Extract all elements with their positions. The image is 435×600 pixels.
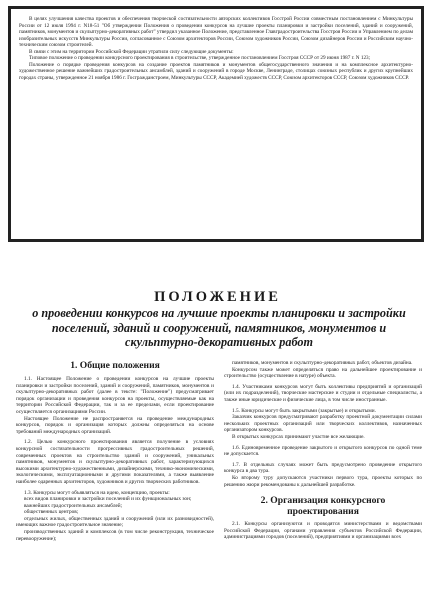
- document-title: ПОЛОЖЕНИЕ: [154, 289, 281, 305]
- body-paragraph: 1.1. Настоящее Положение о проведении конкурсов на лучшие проекты планировки и застройки поселений, зданий и сооружений, памятников, монументов и скульптурно-декоративных работ (далее в тексте: "Положение") предусматривает порядок организации и проведения конкурсов на проекты, осуществляемые как на территории Российской Федерации, так и за ее пределами, если проектирование осуществляется организациями России.: [16, 376, 214, 415]
- body-paragraph: 1.4. Участниками конкурсов могут быть коллективы предприятий и организаций (или их подразделений), творческие мастерские и студии и отдельные специалисты, а также иные юридические и физические лица, в том числе иностранные.: [224, 383, 422, 403]
- body-paragraph: Конкурсом также может определяться право на дальнейшее проектирование и строительство (осуществление в натуре) объекта.: [224, 366, 422, 380]
- body-paragraph: общественных центров;: [24, 509, 79, 516]
- intro-paragraph: В связи с этим на территории Российской Федерации утратили силу следующие документы:: [29, 48, 234, 55]
- intro-paragraph: Положение о порядке проведения конкурсов на создание проектов памятников и монументов общегосударственного значения и на комплексное архитектурно-художественное решение важнейших градостроительных ансамблей, зданий и сооружений в городе Москве, Ленинграде, столицах союзных республик и других крупнейших городах страны, утвержденное 21 ноября 1986 г. Госгражданстроем, Минкультуры СССР, Академией художеств СССР, Союзом архитекторов СССР, Союзом художников СССР.: [19, 61, 413, 81]
- section-title: 1. Общие положения: [70, 360, 160, 371]
- body-paragraph: В открытых конкурсах принимают участие все желающие.: [232, 433, 365, 440]
- section-title: 2. Организация конкурсного проектирования: [260, 495, 386, 517]
- left-column: [16, 360, 214, 542]
- intro-paragraph: Типовое положение о проведении конкурсного проектирования в строительстве, утвержденное постановлением Госстроя СССР от 29 июня 1987 г. N 123;: [29, 55, 371, 62]
- document-subtitle: о проведении конкурсов на лучшие проекты планировки и застройки поселений, зданий и сооружений, памятников, монументов и скульптурно-декоративных работ: [32, 306, 406, 350]
- intro-notice-box: [8, 6, 424, 242]
- body-paragraph: Ко второму туру допускаются участники первого тура, проекты которых по решению жюри рекомендованы к дальнейшей разработке.: [224, 474, 422, 488]
- right-column: [224, 360, 422, 541]
- body-paragraph: 1.3. Конкурсы могут объявляться на идею, концепцию, проекты:: [24, 489, 170, 496]
- body-paragraph: отдельных жилых, общественных зданий и сооружений (или их разновидностей), имеющих важное градостроительное значение;: [16, 515, 214, 529]
- body-paragraph: Заказчик конкурсов предусматривают разработку проектной документации силами нескольких проектных организаций или творческих коллективов, назначенных организатором конкурсов.: [224, 414, 422, 434]
- body-paragraph: Настоящее Положение не распространяется на проведение международных конкурсов, порядок и организация которых должны определяться на основе требований международных организаций.: [16, 415, 214, 435]
- body-paragraph: памятников, монументов и скульптурно-декоративных работ, объектов дизайна.: [232, 360, 413, 366]
- body-paragraph: 2.1. Конкурсы организуются и проводятся министерствами и ведомствами Российской Федерации, органами управления субъектов Российской Федерации, администрациями городов (поселений), предприятиями и организациями всех: [224, 521, 422, 541]
- body-paragraph: всех видов планировки и застройки поселений и их функциональных зон;: [24, 496, 192, 503]
- body-paragraph: 1.2. Целью конкурсного проектирования является получение в условиях конкурсной состязательности прогрессивных градостроительных решений, современных проектов на строительство зданий и сооружений, уникальных памятников, монументов и скульптурно-декоративных работ, характеризующихся высокими архитектурно-художественными, дизайнерскими, технико-экономическими, экологическими, эксплуатационными и другими показателями, а также выявление наиболее одаренных архитекторов, художников и других творческих работников.: [16, 439, 214, 485]
- intro-paragraph: В целях улучшения качества проектов и обеспечения творческой состязательности авторских коллективов Госстрой России совместным постановлением с Минкультуры России от 12 июля 1994 г. N18-51 "Об утверждении Положения о проведении конкурсов на лучшие проекты планировки и застройки поселений, зданий и сооружений, памятников, монументов и скульптурно-декоративных работ" утвердил указанное Положение, представленное Главградостроительства Госстроя России и Управлением по делам изобразительных искусств Минкультуры России, согласованное с Союзом архитекторов России, Союзом художников России, Союзом дизайнеров России и Российским научно-техническим союзом строителей.: [19, 16, 413, 49]
- body-paragraph: производственных зданий и комплексов (в том числе реконструкция, техническое перевооружение);: [16, 529, 214, 542]
- body-paragraph: 1.6. Единовременное проведение закрытого и открытого конкурсов по одной теме не допускается.: [224, 444, 422, 458]
- body-paragraph: важнейших градостроительных ансамблей;: [24, 502, 123, 509]
- body-paragraph: 1.7. В отдельных случаях может быть предусмотрено проведение открытого конкурса в два тура.: [224, 461, 422, 475]
- body-paragraph: 1.5. Конкурсы могут быть закрытыми (закрытые) и открытыми.: [232, 407, 376, 414]
